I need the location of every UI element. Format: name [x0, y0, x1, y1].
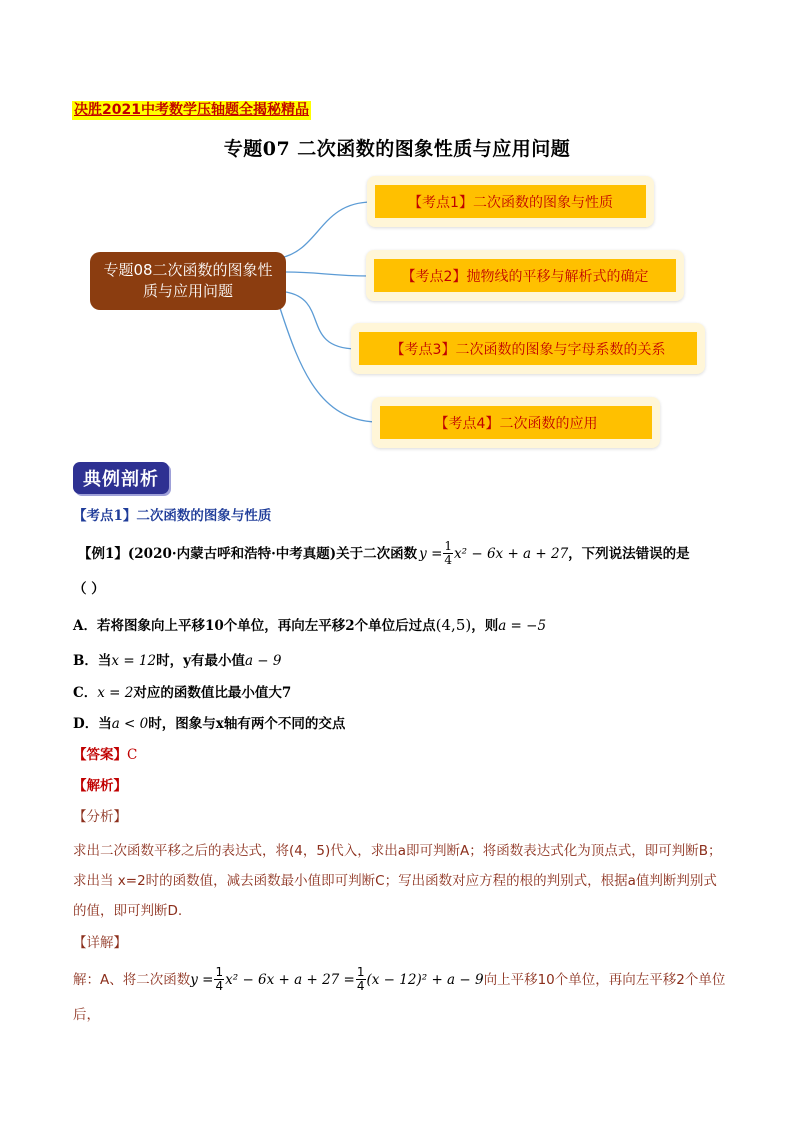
option-d-math: a < 0: [111, 716, 149, 732]
document-title: 专题07 二次函数的图象性质与应用问题: [223, 138, 571, 160]
series-tag: 决胜2021中考数学压轴题全揭秘精品: [74, 102, 309, 118]
mindmap-node-4-label: 【考点4】二次函数的应用: [380, 406, 652, 439]
detail-fraction-2-den: 4: [356, 979, 365, 993]
fenxi-label: 【分析】: [73, 809, 127, 825]
detail-expr2: (x − 12)² + a − 9: [366, 971, 484, 988]
detail-fraction-1-num: 1: [215, 965, 224, 979]
mindmap-node-2: [366, 250, 684, 301]
detail-fraction-1: [214, 966, 224, 993]
detail-pre: 解：A、将二次函数: [73, 971, 191, 988]
option-c: [73, 682, 291, 704]
mindmap-node-3: [351, 323, 705, 374]
answer-label: 【答案】: [73, 747, 127, 763]
mindmap-node-1: [367, 176, 654, 227]
answer-paren: （ ）: [73, 581, 105, 597]
option-b-math1: x = 12: [111, 653, 157, 669]
example-question: [78, 540, 690, 567]
example-label: 【例1】: [78, 545, 128, 562]
option-a-text: A．若将图象向上平移10个单位，再向左平移2个单位后过点: [73, 618, 436, 634]
detail-lhs: y =: [190, 971, 214, 988]
option-a-point: (4,5): [435, 616, 472, 634]
analysis-label: 【解析】: [73, 778, 127, 794]
option-a: [73, 614, 546, 637]
detail-fraction-2-num: 1: [356, 965, 365, 979]
section-badge: 典例剖析: [73, 462, 169, 494]
detail-post: 向上平移10个单位，再向左平移2个单位: [483, 971, 726, 988]
option-b: [73, 650, 282, 672]
answer-value: C: [127, 747, 138, 763]
detail-fraction-1-den: 4: [215, 979, 224, 993]
func-lhs: y =: [419, 545, 443, 562]
option-d-post: 时，图象与x轴有两个不同的交点: [148, 716, 346, 732]
option-d-pre: D．当: [73, 716, 112, 732]
mindmap-center-label: 专题08二次函数的图象性质与应用问题: [103, 261, 273, 300]
option-c-pre: C．: [73, 685, 98, 701]
fraction-numerator: 1: [444, 539, 453, 553]
mindmap-node-2-label: 【考点2】抛物线的平移与解析式的确定: [374, 259, 676, 292]
example-source: (2020·内蒙古呼和浩特·中考真题)关于二次函数: [127, 545, 418, 562]
option-d: [73, 713, 345, 735]
option-b-math2: a − 9: [244, 653, 282, 669]
connector-2: [286, 272, 370, 276]
answer-line: [73, 744, 137, 766]
detail-line: [73, 966, 725, 993]
fenxi-text: 求出二次函数平移之后的表达式，将(4，5)代入，求出a即可判断A；将函数表达式化为顶点式，即可判断B；求出当 x=2时的函数值，减去函数最小值即可判断C；写出函数对应方程的根的判别式，根据a值判断判别式的值，即可判断D.: [73, 843, 722, 919]
option-b-pre: B．当: [73, 653, 112, 669]
option-b-mid: 时，y有最小值: [156, 653, 245, 669]
detail-fraction-2: [356, 966, 366, 993]
option-c-math: x = 2: [97, 685, 134, 701]
question-tail: ，下列说法错误的是: [568, 545, 690, 562]
option-a-math: a = −5: [498, 618, 547, 634]
mindmap-node-3-label: 【考点3】二次函数的图象与字母系数的关系: [359, 332, 697, 365]
mindmap-center-topic: [90, 252, 286, 310]
detail-line-2: 后，: [73, 1007, 100, 1023]
connector-3: [286, 292, 356, 349]
connector-1: [280, 202, 372, 258]
detail-label: 【详解】: [73, 935, 127, 951]
detail-expr1: x² − 6x + a + 27 =: [225, 971, 355, 988]
option-c-post: 对应的函数值比最小值大7: [133, 685, 292, 701]
fraction-denominator: 4: [444, 553, 453, 567]
fraction: [443, 540, 453, 567]
option-a-post: ，则: [471, 618, 499, 634]
func-rhs: x² − 6x + a + 27: [454, 545, 569, 562]
topic-heading: 【考点1】二次函数的图象与性质: [73, 508, 272, 524]
mindmap-node-4: [372, 397, 660, 448]
mindmap-node-1-label: 【考点1】二次函数的图象与性质: [375, 185, 646, 218]
